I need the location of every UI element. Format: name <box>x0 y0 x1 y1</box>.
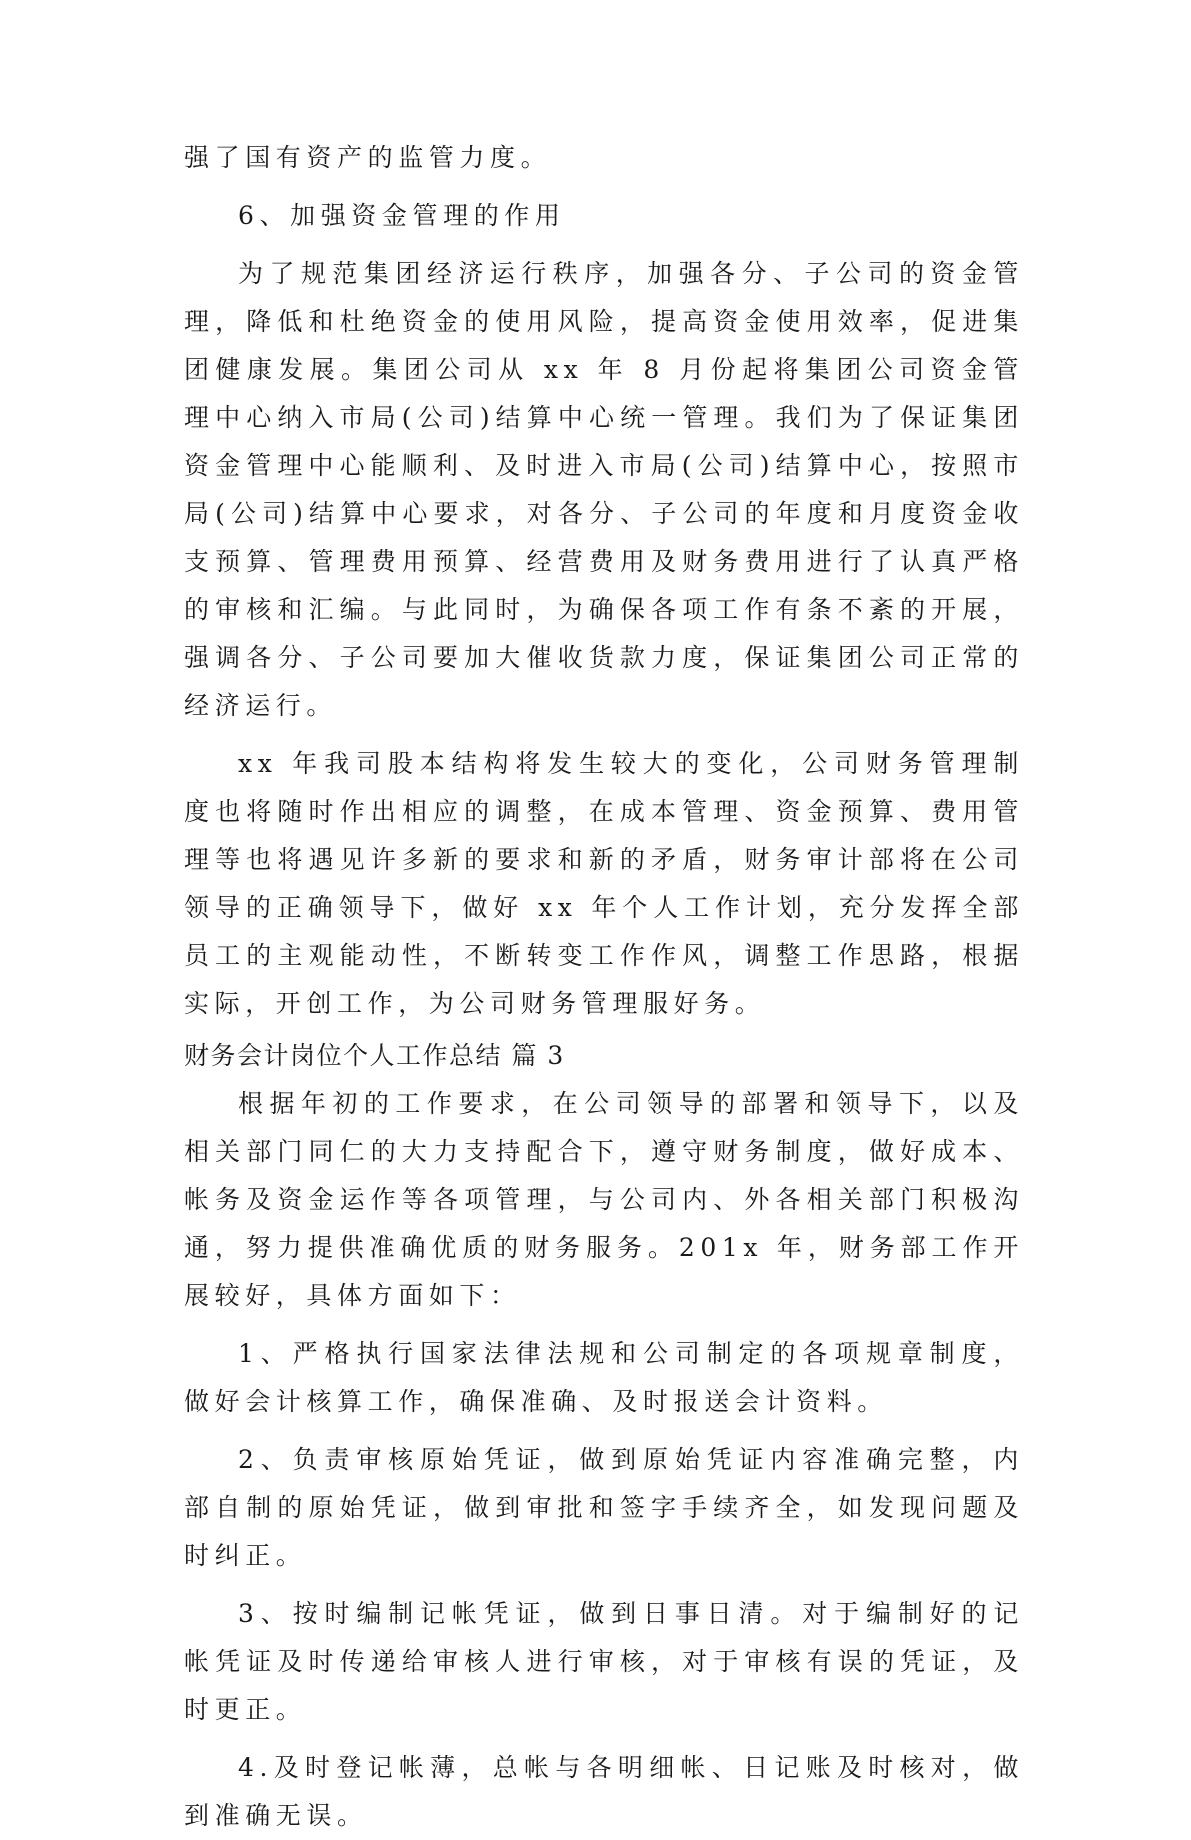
list-item-2: 2、负责审核原始凭证，做到原始凭证内容准确完整，内部自制的原始凭证，做到审批和签字手续齐全，如发现问题及时纠正。 <box>184 1445 1024 1570</box>
document-body <box>184 134 1024 1840</box>
paragraph-intro: 根据年初的工作要求，在公司领导的部署和领导下，以及相关部门同仁的大力支持配合下，遵守财务制度，做好成本、帐务及资金运作等各项管理，与公司内、外各相关部门积极沟通，努力提供准确优质的财务服务。201x 年，财务部工作开展较好，具体方面如下： <box>184 1089 1024 1310</box>
list-item-3: 3、按时编制记帐凭证，做到日事日清。对于编制好的记帐凭证及时传递给审核人进行审核，对于审核有误的凭证，及时更正。 <box>184 1599 1024 1724</box>
article-heading-part-3: 财务会计岗位个人工作总结 篇 3 <box>184 1041 565 1070</box>
list-item-4: 4.及时登记帐薄，总帐与各明细帐、日记账及时核对，做到准确无误。 <box>184 1753 1024 1830</box>
paragraph-asset-supervision: 强了国有资产的监管力度。 <box>184 143 552 172</box>
section-heading-fund-management: 6、加强资金管理的作用 <box>238 201 566 230</box>
list-item-1: 1、严格执行国家法律法规和公司制定的各项规章制度，做好会计核算工作，确保准确、及时报送会计资料。 <box>184 1339 1024 1416</box>
paragraph-fund-management: 为了规范集团经济运行秩序，加强各分、子公司的资金管理，降低和杜绝资金的使用风险，提高资金使用效率，促进集团健康发展。集团公司从 xx 年 8 月份起将集团公司资金管理中心纳入市局(公司)结算中心统一管理。我们为了保证集团资金管理中心能顺利、及时进入市局(公司)结算中心，按照市局(公司)结算中心要求，对各分、子公司的年度和月度资金收支预算、管理费用预算、经营费用及财务费用进行了认真严格的审核和汇编。与此同时，为确保各项工作有条不紊的开展，强调各分、子公司要加大催收货款力度，保证集团公司正常的经济运行。 <box>184 259 1024 720</box>
paragraph-plan: xx 年我司股本结构将发生较大的变化，公司财务管理制度也将随时作出相应的调整，在成本管理、资金预算、费用管理等也将遇见许多新的要求和新的矛盾，财务审计部将在公司领导的正确领导下，做好 xx 年个人工作计划，充分发挥全部员工的主观能动性，不断转变工作作风，调整工作思路，根据实际，开创工作，为公司财务管理服好务。 <box>184 749 1024 1018</box>
